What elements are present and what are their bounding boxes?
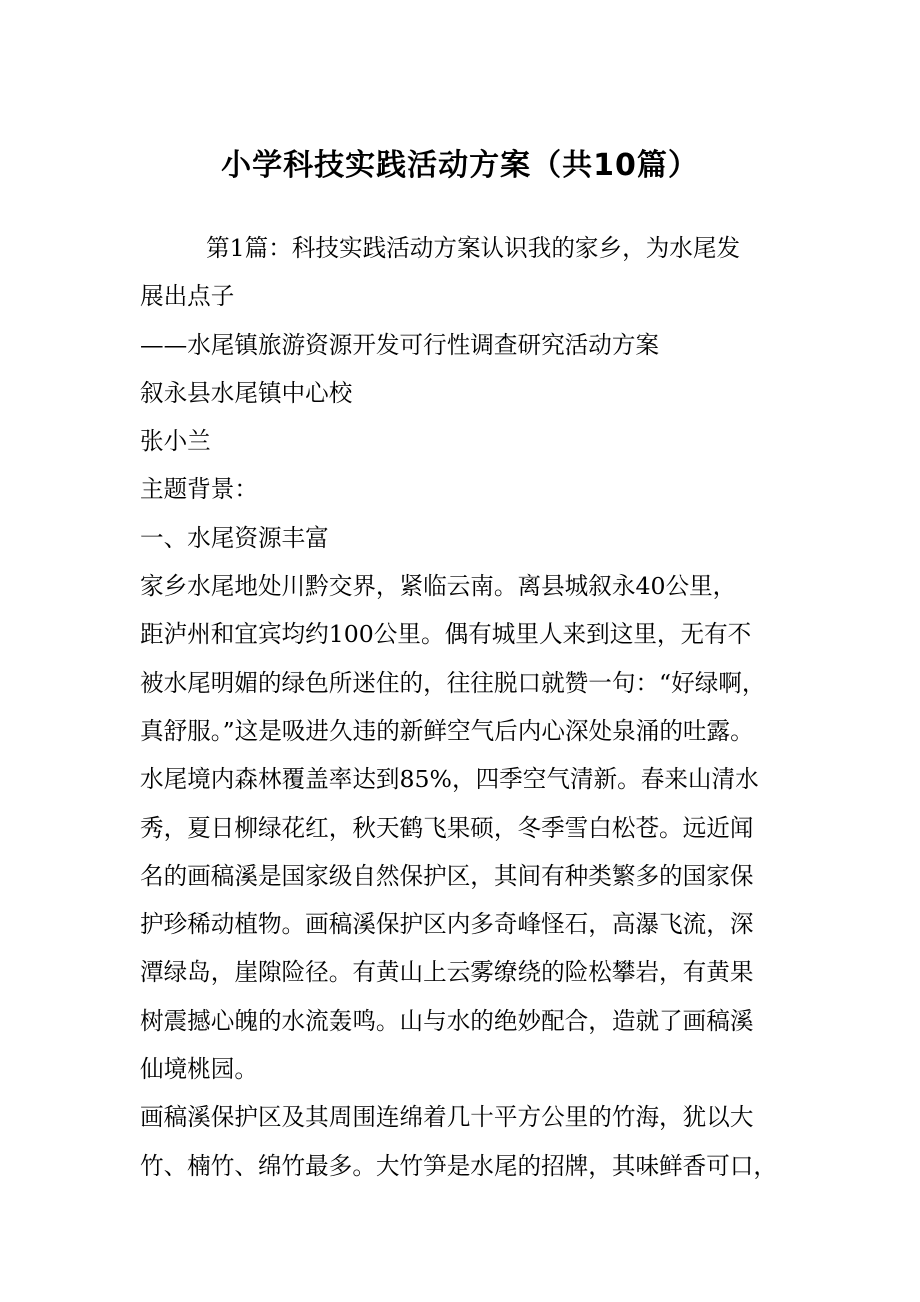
paragraph-line: ——水尾镇旅游资源开发可行性调查研究活动方案 xyxy=(140,330,660,359)
paragraph-line: 一、水尾资源丰富 xyxy=(140,523,329,552)
paragraph-line: 被水尾明媚的绿色所迷住的，往往脱口就赞一句：“好绿啊， xyxy=(140,668,766,697)
paragraph-line: 画稿溪保护区及其周围连绵着几十平方公里的竹海，犹以大 xyxy=(140,1103,754,1132)
paragraph-line: 主题背景： xyxy=(140,475,258,504)
paragraph-line: 仙境桃园。 xyxy=(140,1055,258,1084)
paragraph-line: 水尾境内森林覆盖率达到85%，四季空气清新。春来山清水 xyxy=(140,765,759,794)
paragraph-line: 展出点子 xyxy=(140,282,235,311)
paragraph-line: 竹、楠竹、绵竹最多。大竹笋是水尾的招牌，其味鲜香可口， xyxy=(140,1151,778,1180)
paragraph-line: 第1篇：科技实践活动方案认识我的家乡，为水尾发 xyxy=(206,234,741,262)
paragraph-line: 家乡水尾地处川黔交界，紧临云南。离县城叙永40公里， xyxy=(140,572,737,601)
paragraph-line: 秀，夏日柳绿花红，秋天鹤飞果硕，冬季雪白松苍。远近闻 xyxy=(140,813,754,842)
paragraph-line: 真舒服。”这是吸进久违的新鲜空气后内心深处泉涌的吐露。 xyxy=(140,716,754,745)
paragraph-line: 距泸州和宜宾均约100公里。偶有城里人来到这里，无有不 xyxy=(140,620,752,649)
paragraph-line: 张小兰 xyxy=(140,427,211,456)
paragraph-line: 潭绿岛，崖隙险径。有黄山上云雾缭绕的险松攀岩，有黄果 xyxy=(140,958,754,987)
paragraph-line: 树震撼心魄的水流轰鸣。山与水的绝妙配合，造就了画稿溪 xyxy=(140,1006,754,1035)
document-body xyxy=(140,224,800,1190)
paragraph-line: 叙永县水尾镇中心校 xyxy=(140,378,353,407)
document-title: 小学科技实践活动方案（共10篇） xyxy=(221,148,699,183)
paragraph-line: 名的画稿溪是国家级自然保护区，其间有种类繁多的国家保 xyxy=(140,861,754,890)
paragraph-line: 护珍稀动植物。画稿溪保护区内多奇峰怪石，高瀑飞流，深 xyxy=(140,910,754,939)
